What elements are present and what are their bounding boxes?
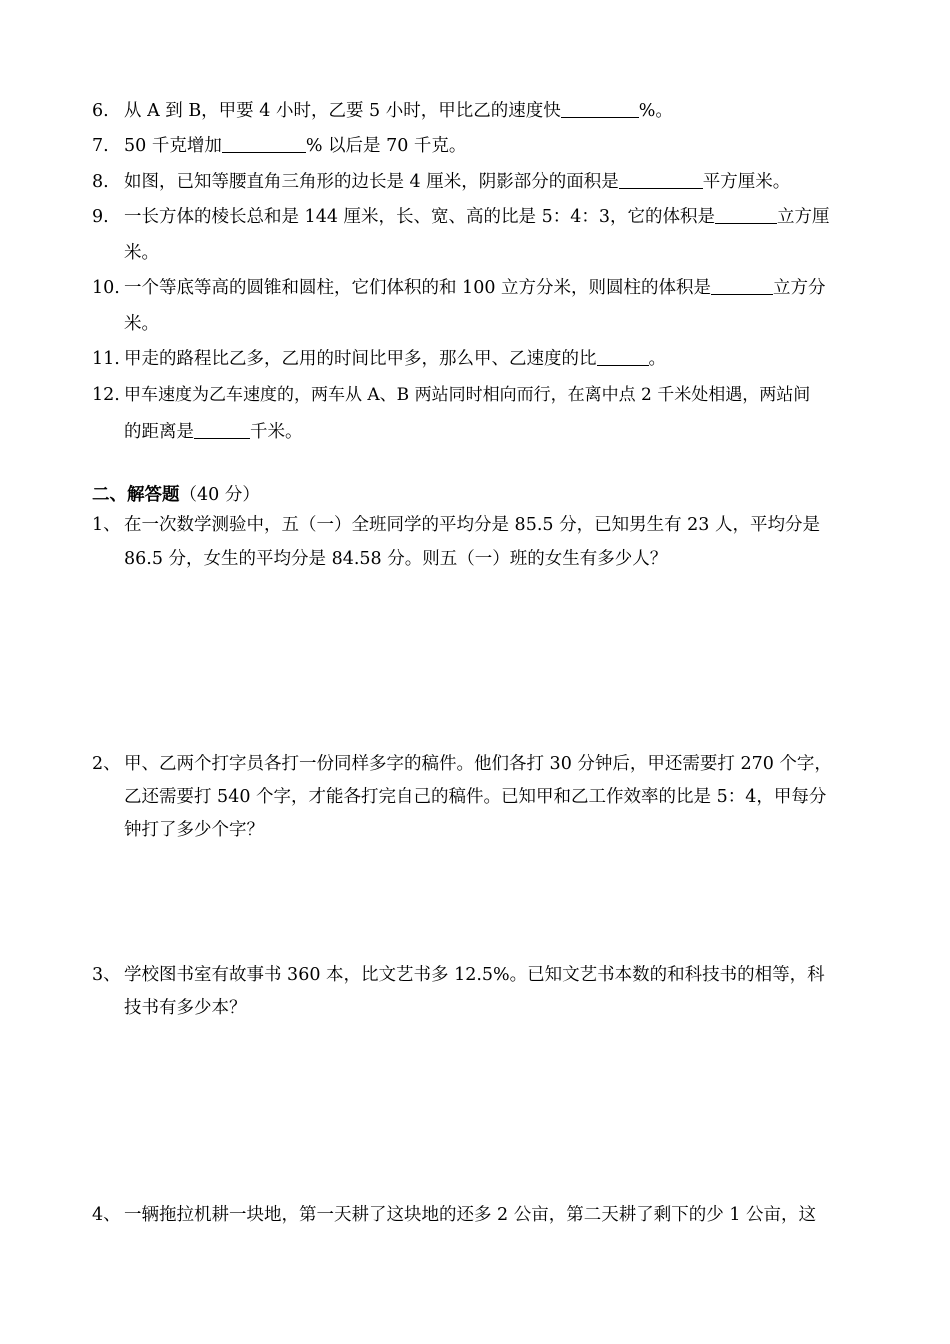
answer-blank[interactable] [597,347,649,366]
answer-blank[interactable] [619,170,703,189]
problem-number: 2、 [92,754,121,774]
question-text: 50 千克增加 [124,136,222,156]
section-score: （40 分） [179,485,260,505]
question-8 [92,170,790,194]
question-number: 6. [92,101,109,121]
question-text: 如图，已知等腰直角三角形的边长是 4 厘米，阴影部分的面积是 [124,172,619,192]
question-text-cont: 米。 [124,314,159,334]
problem-text: 一辆拖拉机耕一块地，第一天耕了这块地的还多 2 公亩，第二天耕了剩下的少 1 公亩，这 [124,1205,817,1225]
question-text-after: 立方厘 [777,207,830,227]
problem-2 [92,752,832,776]
question-10 [92,276,826,300]
problem-1 [92,513,820,537]
problem-text: 钟打了多少个字？ [124,820,264,840]
question-text-cont: 的距离是 [124,422,194,442]
question-9-continuation [124,241,159,265]
problem-text: 甲、乙两个打字员各打一份同样多字的稿件。他们各打 30 分钟后，甲还需要打 270 个字， [124,754,832,774]
question-11 [92,347,666,371]
question-7 [92,134,466,158]
problem-number: 1、 [92,515,121,535]
problem-text: 乙还需要打 540 个字，才能各打完自己的稿件。已知甲和乙工作效率的比是 5：4，甲每分 [124,787,827,807]
question-number: 8. [92,172,109,192]
question-text: 从 A 到 B，甲要 4 小时，乙要 5 小时，甲比乙的速度快 [124,101,561,121]
problem-text: 技书有多少本？ [124,998,247,1018]
question-text: 一长方体的棱长总和是 144 厘米，长、宽、高的比是 5：4：3，它的体积是 [124,207,715,227]
question-number: 7. [92,136,109,156]
question-text-after: 立方分 [773,278,826,298]
question-10-continuation [124,312,159,336]
problem-4 [92,1203,816,1227]
question-6 [92,99,673,123]
question-number: 12. [92,385,120,405]
answer-blank[interactable] [222,134,306,153]
question-text-after: %。 [638,101,673,121]
problem-number: 3、 [92,965,121,985]
question-9 [92,205,830,229]
question-text: 甲走的路程比乙多，乙用的时间比甲多，那么甲、乙速度的比 [124,349,597,369]
question-text-after: 千米。 [250,422,303,442]
problem-text: 学校图书室有故事书 360 本，比文艺书多 12.5%。已知文艺书本数的和科技书的相等，科 [124,965,825,985]
problem-3-line-2 [124,996,247,1020]
problem-3 [92,963,825,987]
question-12-continuation [124,420,303,444]
answer-blank[interactable] [711,276,773,295]
problem-text: 在一次数学测验中，五（一）全班同学的平均分是 85.5 分，已知男生有 23 人，平均分是 [124,515,820,535]
question-text-cont: 米。 [124,243,159,263]
question-text-after: % 以后是 70 千克。 [305,136,467,156]
problem-text: 86.5 分，女生的平均分是 84.58 分。则五（一）班的女生有多少人？ [124,549,668,569]
answer-blank[interactable] [561,99,639,118]
question-12 [92,383,810,407]
question-text: 甲车速度为乙车速度的，两车从 A、B 两站同时相向而行，在离中点 2 千米处相遇，两站间 [124,385,811,405]
section-title: 二、解答题 [92,485,180,505]
section-heading [92,483,260,507]
problem-1-line-2 [124,547,667,571]
problem-2-line-2 [124,785,826,809]
question-text-after: 平方厘米。 [702,172,791,192]
answer-blank[interactable] [194,420,250,439]
answer-blank[interactable] [715,205,777,224]
problem-2-line-3 [124,818,264,842]
question-number: 9. [92,207,109,227]
question-text-after: 。 [648,349,666,369]
question-number: 10. [92,278,120,298]
question-text: 一个等底等高的圆锥和圆柱，它们体积的和 100 立方分米，则圆柱的体积是 [124,278,712,298]
problem-number: 4、 [92,1205,121,1225]
question-number: 11. [92,349,120,369]
